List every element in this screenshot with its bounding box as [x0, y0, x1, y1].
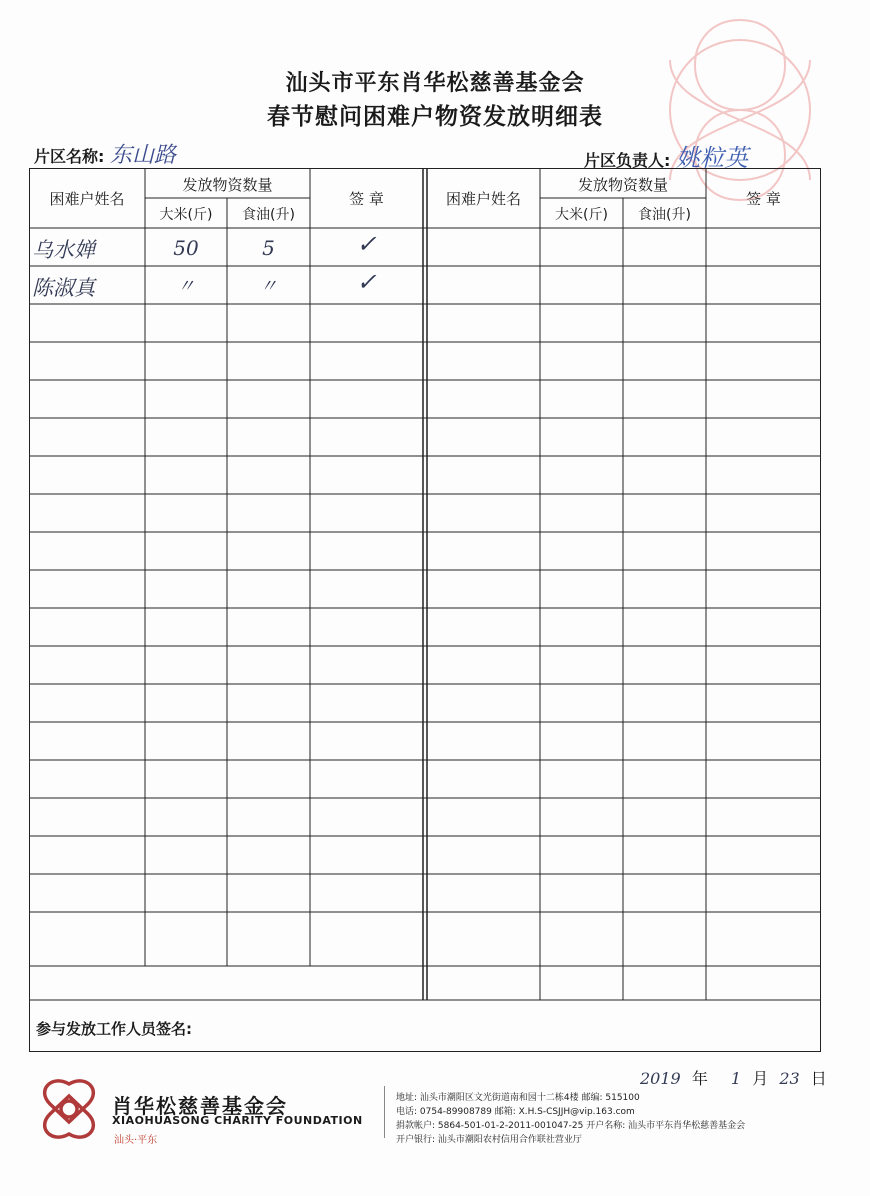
- foundation-logo-icon: [32, 1076, 106, 1142]
- footer-address: 地址: 汕头市潮阳区文光街道南和园十二栋4楼 邮编: 515100: [396, 1093, 640, 1103]
- row-1-rice: 50: [173, 236, 199, 260]
- row-1-checkmark: ✓: [356, 230, 377, 258]
- header-sign-left: 签 章: [349, 190, 384, 208]
- area-label: 片区名称:: [34, 147, 105, 166]
- foundation-name: 肖华松慈善基金会: [112, 1094, 288, 1118]
- header-rice-left: 大米(斤): [159, 207, 213, 223]
- manager-label: 片区负责人:: [584, 151, 671, 170]
- header-sign-right: 签 章: [746, 190, 781, 208]
- date-day-unit: 日: [810, 1069, 827, 1088]
- foundation-location: 汕头·平东: [114, 1135, 158, 1146]
- footer-bank: 开户银行: 汕头市潮阳农村信用合作联社营业厅: [396, 1135, 582, 1145]
- row-2-checkmark: ✓: [356, 268, 377, 296]
- date-year-unit: 年: [691, 1069, 708, 1088]
- foundation-name-en: XIAOHUASONG CHARITY FOUNDATION: [112, 1114, 363, 1127]
- header-oil-left: 食油(升): [242, 207, 295, 223]
- document-subtitle: 春节慰问困难户物资发放明细表: [267, 104, 603, 130]
- area-value: 东山路: [109, 143, 176, 168]
- header-supplies-left: 发放物资数量: [182, 176, 273, 194]
- row-2-rice: 〃: [177, 276, 195, 297]
- row-2-name: 陈淑真: [32, 276, 95, 300]
- header-rice-right: 大米(斤): [555, 207, 608, 223]
- area-field: [34, 138, 176, 169]
- table-grid: [29, 168, 821, 1052]
- header-name-left: 困难户姓名: [49, 190, 125, 208]
- row-2-oil: 〃: [259, 276, 278, 297]
- footer-divider: [384, 1086, 385, 1138]
- row-1-name: 乌水婵: [32, 238, 95, 262]
- date-field: [640, 1066, 827, 1089]
- date-month: 1: [730, 1069, 742, 1088]
- date-day: 23: [779, 1069, 800, 1088]
- header-supplies-right: 发放物资数量: [577, 176, 668, 194]
- header-oil-right: 食油(升): [638, 207, 691, 223]
- staff-signature-label: 参与发放工作人员签名:: [36, 1020, 192, 1038]
- row-1-oil: 5: [262, 236, 275, 260]
- document-title: 汕头市平东肖华松慈善基金会: [285, 71, 585, 96]
- date-month-unit: 月: [752, 1069, 769, 1088]
- date-year: 2019: [640, 1069, 681, 1088]
- manager-signature: 姚粒英: [675, 144, 748, 172]
- footer-account: 捐款帐户: 5864-501-01-2-2011-001047-25 开户名称: 汕头市平东肖华松慈善基金会: [396, 1121, 746, 1131]
- footer-contact: 电话: 0754-89908789 邮箱: X.H.S-CSJJH@vip.163.com: [396, 1107, 635, 1117]
- header-name-right: 困难户姓名: [445, 190, 521, 208]
